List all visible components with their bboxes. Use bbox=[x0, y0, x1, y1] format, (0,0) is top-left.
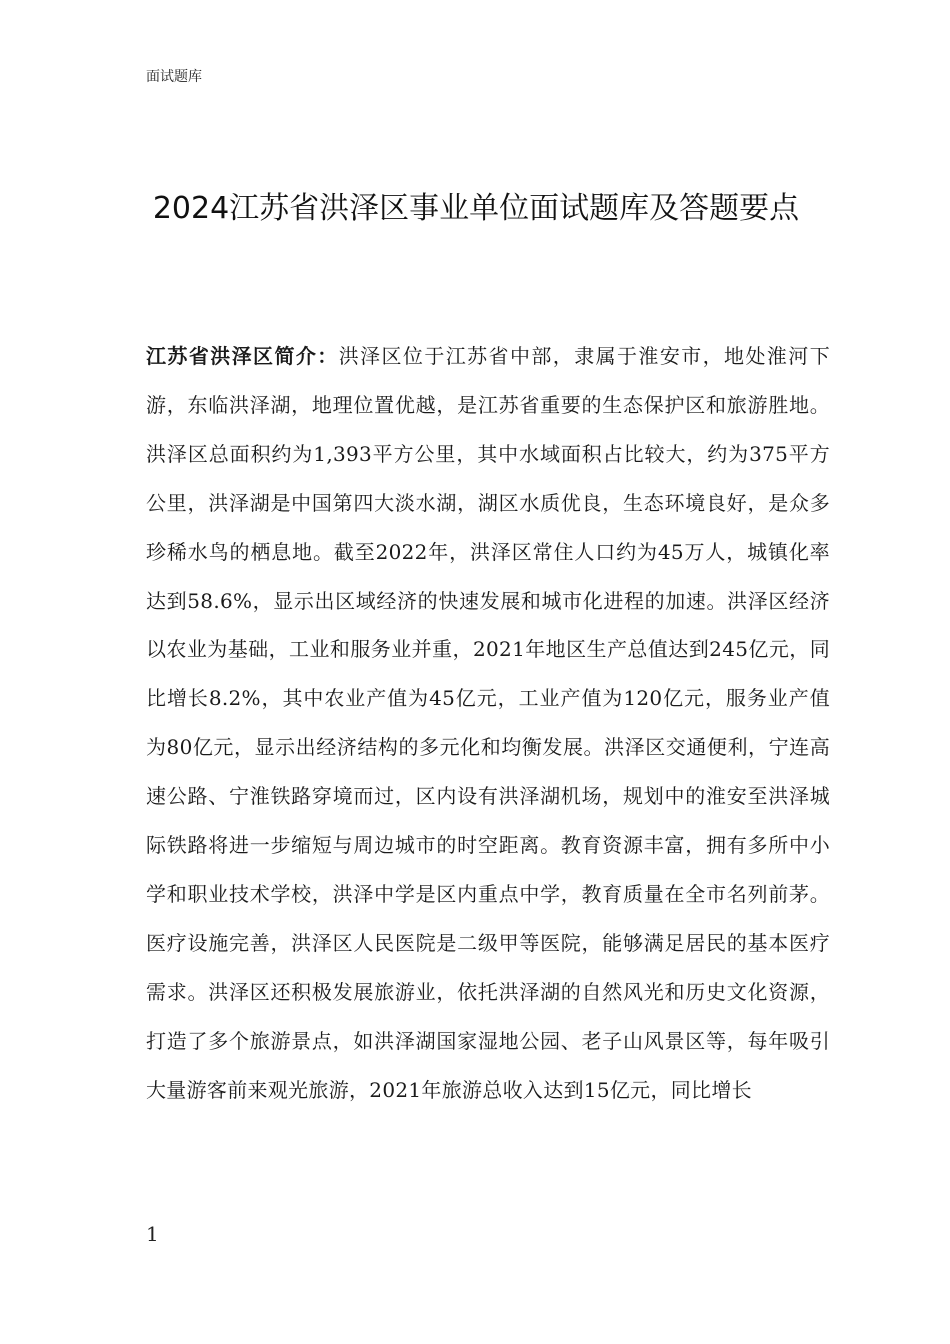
page-number: 1 bbox=[146, 1222, 159, 1246]
intro-paragraph bbox=[146, 332, 830, 1115]
page-header: 面试题库 bbox=[146, 69, 202, 85]
intro-body: 洪泽区位于江苏省中部，隶属于淮安市，地处淮河下游，东临洪泽湖，地理位置优越，是江苏省重要的生态保护区和旅游胜地。洪泽区总面积约为1,393平方公里，其中水域面积占比较大，约为375平方公里，洪泽湖是中国第四大淡水湖，湖区水质优良，生态环境良好，是众多珍稀水鸟的栖息地。截至2022年，洪泽区常住人口约为45万人，城镇化率达到58.6%，显示出区域经济的快速发展和城市化进程的加速。洪泽区经济以农业为基础，工业和服务业并重，2021年地区生产总值达到245亿元，同比增长8.2%，其中农业产值为45亿元，工业产值为120亿元，服务业产值为80亿元，显示出经济结构的多元化和均衡发展。洪泽区交通便利，宁连高速公路、宁淮铁路穿境而过，区内设有洪泽湖机场，规划中的淮安至洪泽城际铁路将进一步缩短与周边城市的时空距离。教育资源丰富，拥有多所中小学和职业技术学校，洪泽中学是区内重点中学，教育质量在全市名列前茅。医疗设施完善，洪泽区人民医院是二级甲等医院，能够满足居民的基本医疗需求。洪泽区还积极发展旅游业，依托洪泽湖的自然风光和历史文化资源，打造了多个旅游景点，如洪泽湖国家湿地公园、老子山风景区等，每年吸引大量游客前来观光旅游，2021年旅游总收入达到15亿元，同比增长 bbox=[146, 344, 830, 1102]
intro-lead: 江苏省洪泽区简介： bbox=[146, 344, 339, 368]
document-title: 2024江苏省洪泽区事业单位面试题库及答题要点 bbox=[152, 191, 800, 226]
